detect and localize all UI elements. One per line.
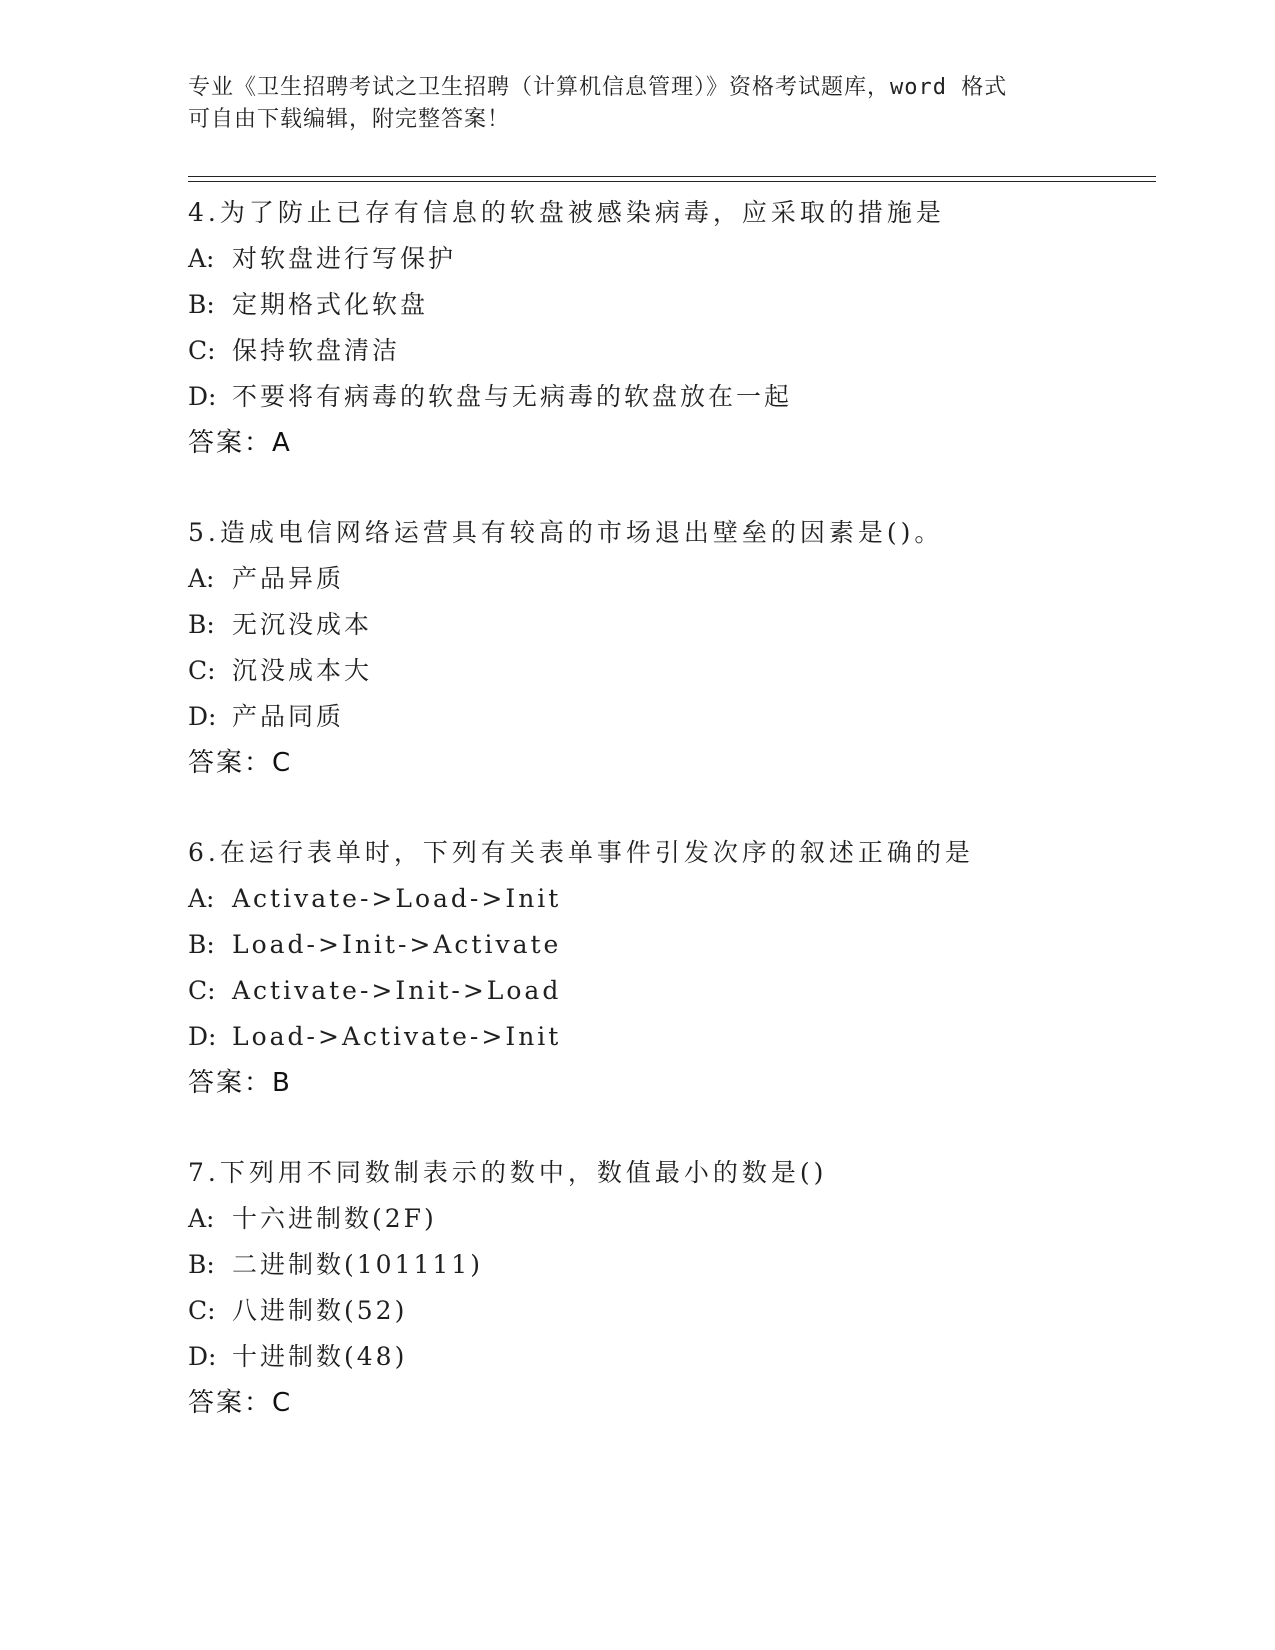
option-text: 八进制数(52): [232, 1296, 408, 1325]
header-line-1: 专业《卫生招聘考试之卫生招聘（计算机信息管理）》资格考试题库，word 格式: [188, 75, 1008, 100]
option-key: B:: [188, 930, 215, 959]
question-title: 5.造成电信网络运营具有较高的市场退出壁垒的因素是()。: [188, 518, 944, 547]
option-b: [188, 1242, 1148, 1288]
document-header: [188, 72, 1068, 136]
option-b: [188, 922, 1148, 968]
option-text: 保持软盘清洁: [232, 336, 401, 365]
option-text: 对软盘进行写保护: [232, 244, 457, 273]
option-key: A:: [188, 244, 215, 273]
option-d: [188, 1334, 1148, 1380]
option-d: [188, 374, 1148, 420]
option-text: Load->Init->Activate: [232, 930, 562, 959]
option-a: [188, 1196, 1148, 1242]
option-key: A:: [188, 564, 215, 593]
question-title: 7.下列用不同数制表示的数中，数值最小的数是(): [188, 1158, 828, 1187]
header-line-2: 可自由下载编辑，附完整答案！: [188, 107, 511, 132]
option-key: C:: [188, 976, 216, 1005]
header-divider-top: [188, 176, 1156, 177]
question-6: [188, 830, 1148, 1106]
answer-label: 答案：A: [188, 428, 292, 458]
option-key: D:: [188, 382, 217, 411]
option-key: A:: [188, 1204, 215, 1233]
option-text: 二进制数(101111): [232, 1250, 483, 1279]
option-text: 十进制数(48): [232, 1342, 408, 1371]
option-key: B:: [188, 1250, 215, 1279]
option-text: 产品异质: [232, 564, 345, 593]
option-d: [188, 1014, 1148, 1060]
option-b: [188, 282, 1148, 328]
option-key: D:: [188, 702, 217, 731]
option-text: 定期格式化软盘: [232, 290, 429, 319]
option-key: C:: [188, 656, 216, 685]
option-text: 产品同质: [232, 702, 345, 731]
header-divider-bottom: [188, 181, 1156, 182]
option-text: 沉没成本大: [232, 656, 373, 685]
option-b: [188, 602, 1148, 648]
option-c: [188, 648, 1148, 694]
option-a: [188, 556, 1148, 602]
option-key: C:: [188, 336, 216, 365]
answer-label: 答案：C: [188, 748, 293, 778]
answer-label: 答案：C: [188, 1388, 293, 1418]
option-key: D:: [188, 1342, 217, 1371]
question-5: [188, 510, 1148, 786]
option-text: Load->Activate->Init: [232, 1022, 562, 1051]
question-4: [188, 190, 1148, 466]
option-c: [188, 968, 1148, 1014]
option-text: Activate->Init->Load: [232, 976, 562, 1005]
option-text: 十六进制数(2F): [232, 1204, 437, 1233]
option-text: 不要将有病毒的软盘与无病毒的软盘放在一起: [232, 382, 793, 411]
option-a: [188, 876, 1148, 922]
option-key: C:: [188, 1296, 216, 1325]
question-7: [188, 1150, 1148, 1426]
answer-label: 答案：B: [188, 1068, 292, 1098]
option-text: 无沉没成本: [232, 610, 373, 639]
option-key: D:: [188, 1022, 217, 1051]
option-c: [188, 328, 1148, 374]
question-list: [188, 190, 1148, 1426]
question-title: 4.为了防止已存有信息的软盘被感染病毒，应采取的措施是: [188, 198, 945, 227]
option-key: A:: [188, 884, 215, 913]
option-key: B:: [188, 290, 215, 319]
option-c: [188, 1288, 1148, 1334]
option-key: B:: [188, 610, 215, 639]
question-title: 6.在运行表单时，下列有关表单事件引发次序的叙述正确的是: [188, 838, 974, 867]
option-a: [188, 236, 1148, 282]
option-text: Activate->Load->Init: [232, 884, 562, 913]
option-d: [188, 694, 1148, 740]
